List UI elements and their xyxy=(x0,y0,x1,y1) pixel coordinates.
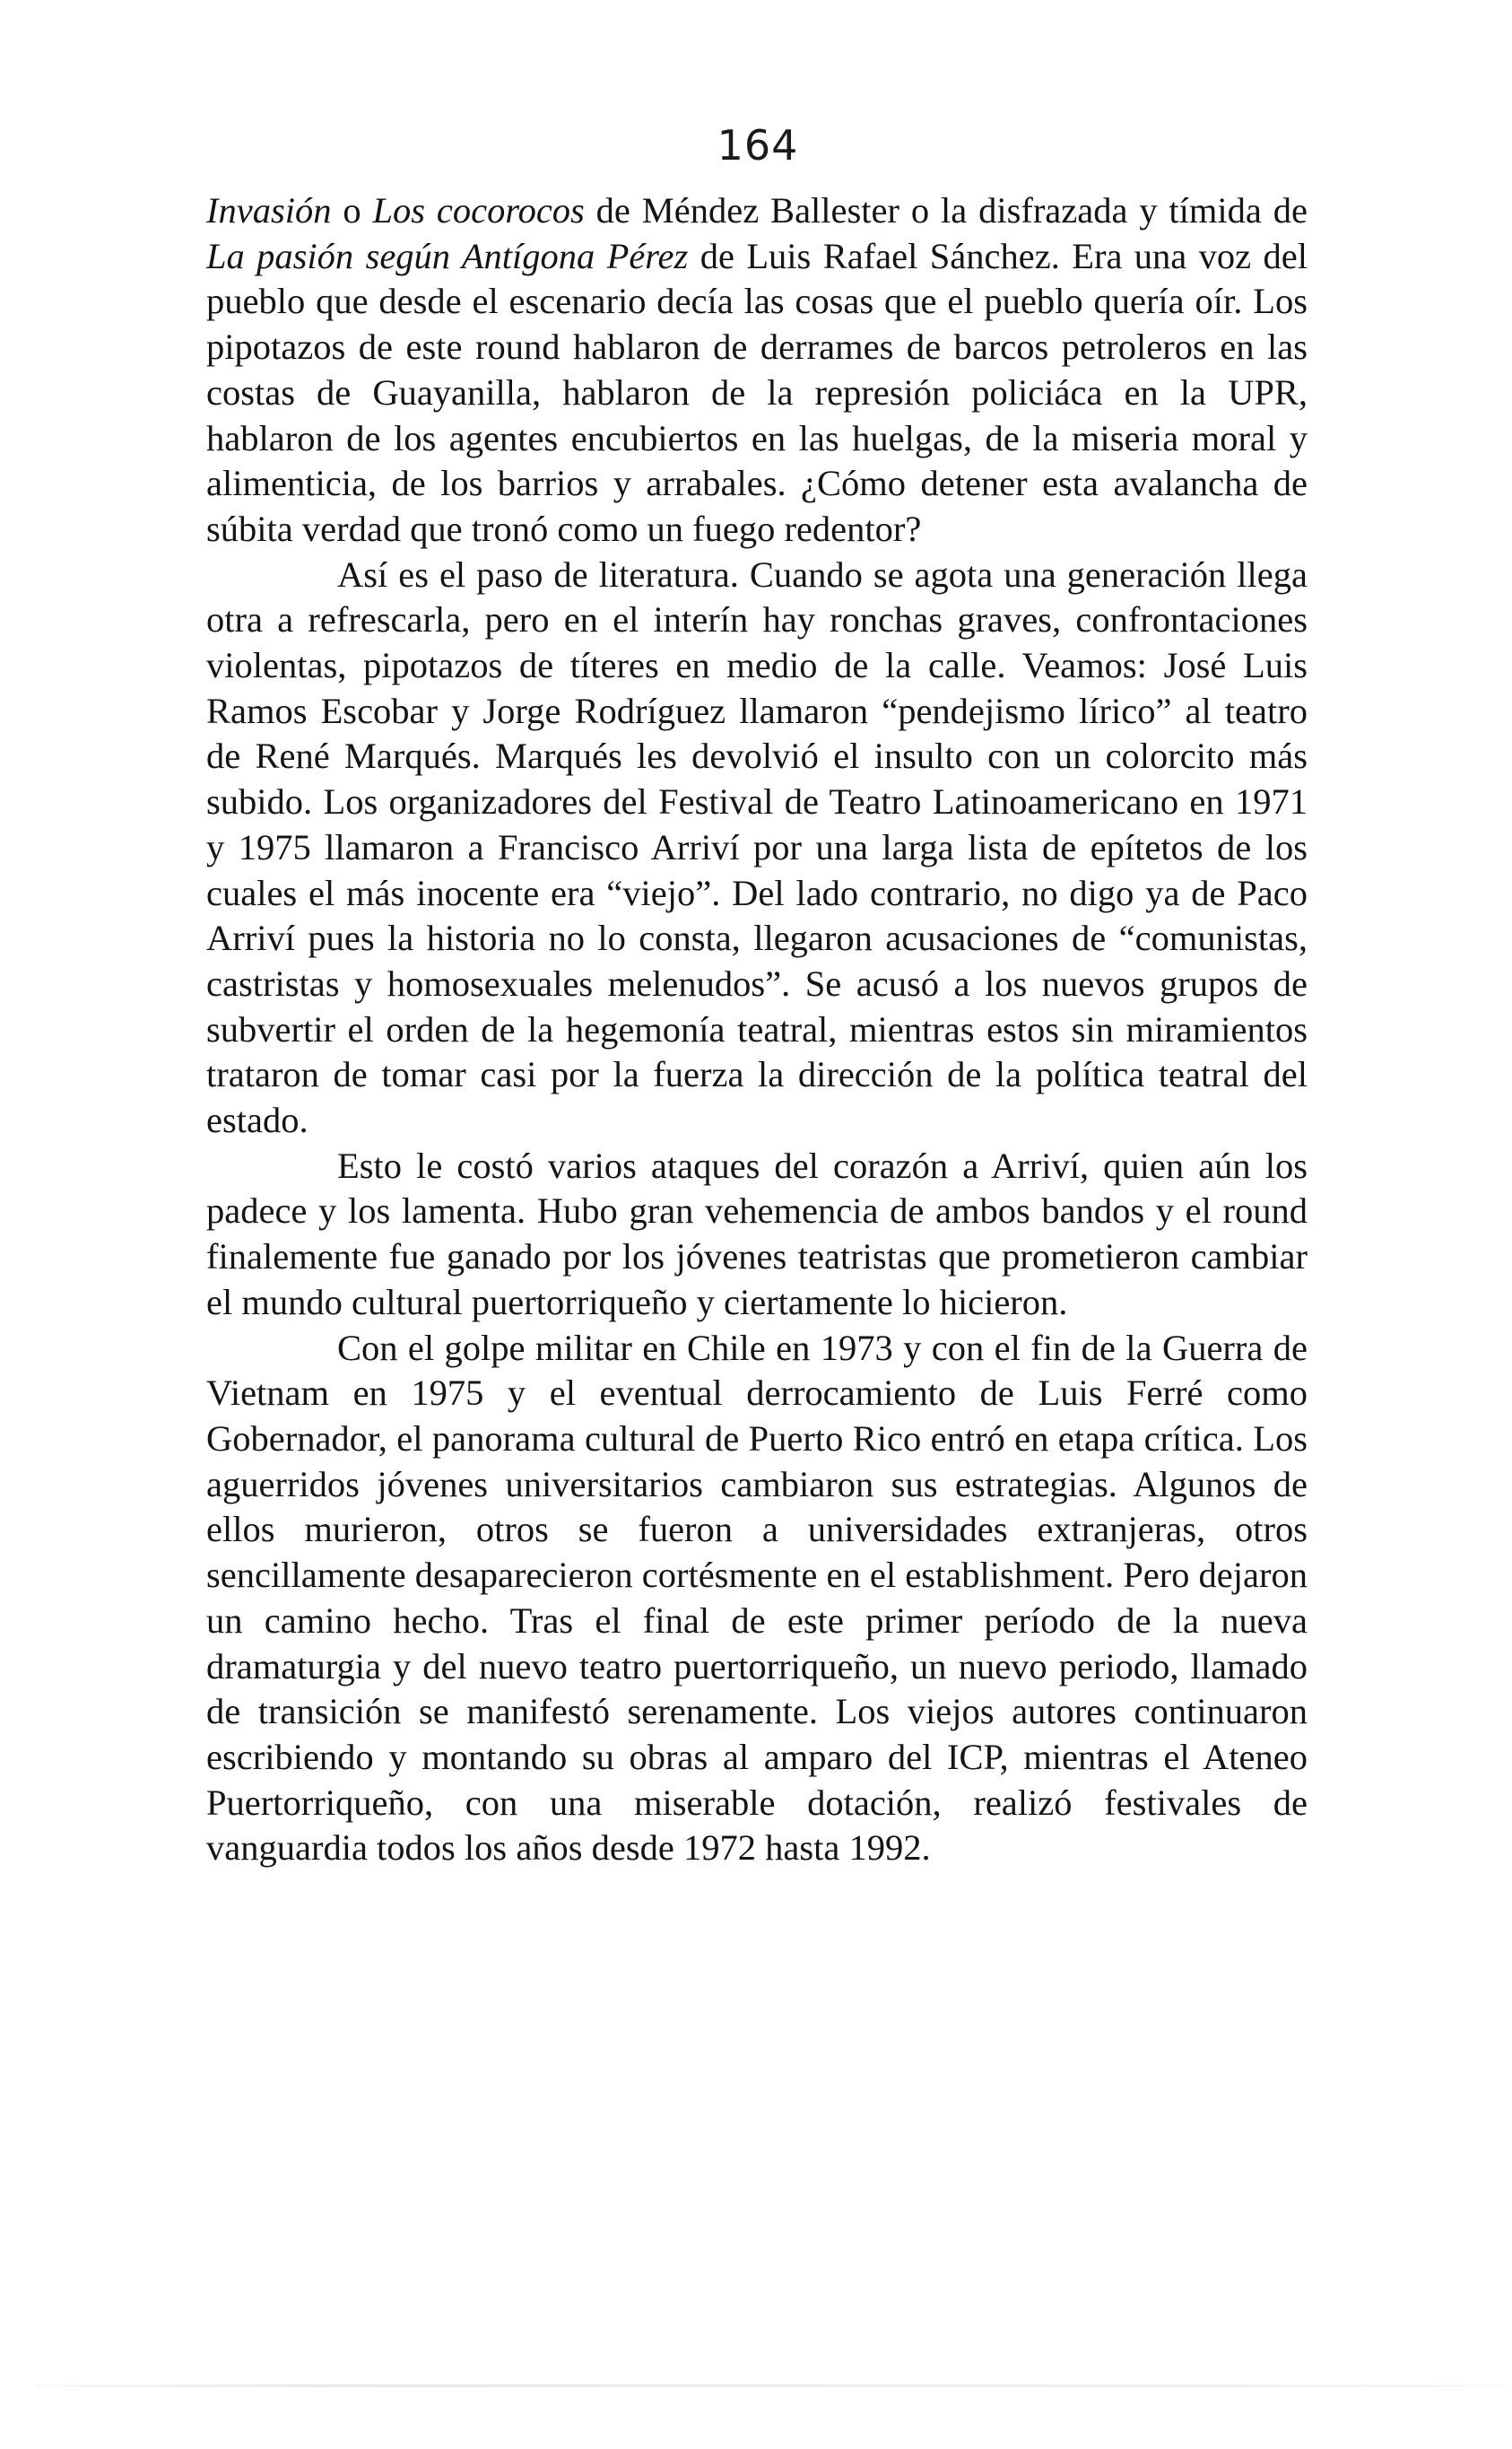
scan-edge-line xyxy=(36,2384,1507,2387)
paragraph xyxy=(206,1326,1308,1871)
text-run: de Luis Rafael Sánchez. Era una voz del pueblo que desde el escenario decía las cosas que el pueblo quería oír. Los pipotazos de este round hablaron de derrames de barcos petroleros en las costas de Guayanilla, hablaron de la represión policiáca en la UPR, hablaron de los agentes encubiertos en las huelgas, de la miseria moral y alimenticia, de los barrios y arrabales. ¿Cómo detener esta avalancha de súbita verdad que tronó como un fuego redentor? xyxy=(206,235,1308,549)
text-run: Esto le costó varios ataques del corazón a Arriví, quien aún los padece y los lamenta. Hubo gran vehemencia de ambos bandos y el round finalemente fue ganado por los jóvenes teatristas que prometieron cambiar el mundo cultural puertorriqueño y ciertamente lo hicieron. xyxy=(206,1145,1308,1322)
text-run: de Méndez Ballester o la disfrazada y tímida de xyxy=(584,190,1308,231)
text-run: Así es el paso de literatura. Cuando se agota una generación llega otra a refrescarla, pero en el interín hay ronchas graves, confrontaciones violentas, pipotazos de títeres en medio de la calle. Veamos: José Luis Ramos Escobar y Jorge Rodríguez llamaron “pendejismo lírico” al teatro de René Marqués. Marqués les devolvió el insulto con un colorcito más subido. Los organizadores del Festival de Teatro Latinoamericano en 1971 y 1975 llamaron a Francisco Arriví por una larga lista de epítetos de los cuales el más inocente era “viejo”. Del lado contrario, no digo ya de Paco Arriví pues la historia no lo consta, llegaron acusaciones de “comunistas, castristas y homosexuales melenudos”. Se acusó a los nuevos grupos de subvertir el orden de la hegemonía teatral, mientras estos sin miramientos trataron de tomar casi por la fuerza la dirección de la política teatral del estado. xyxy=(206,553,1308,1141)
text-run: Con el golpe militar en Chile en 1973 y con el fin de la Guerra de Vietnam en 1975 y el eventual derrocamiento de Luis Ferré como Gobernador, el panorama cultural de Puerto Rico entró en etapa crítica. Los aguerridos jóvenes universitarios cambiaron sus estrategias. Algunos de ellos murieron, otros se fueron a universidades extranjeras, otros sencillamente desaparecieron cortésmente en el establishment. Pero dejaron un camino hecho. Tras el final de este primer período de la nueva dramaturgia y del nuevo teatro puertorriqueño, un nuevo periodo, llamado de transición se manifestó serenamente. Los viejos autores continuaron escribiendo y montando su obras al amparo del ICP, mientras el Ateneo Puertorriqueño, con una miserable dotación, realizó festivales de vanguardia todos los años desde 1972 hasta 1992. xyxy=(206,1327,1308,1869)
italic-title: La pasión según Antígona Pérez xyxy=(206,235,689,276)
italic-title: Invasión xyxy=(206,190,332,231)
paragraph xyxy=(206,553,1308,1144)
italic-title: Los cocorocos xyxy=(372,190,585,231)
paragraph xyxy=(206,188,1308,553)
paragraph xyxy=(206,1144,1308,1326)
body-text xyxy=(206,188,1308,1871)
text-run: o xyxy=(331,190,373,231)
page-number: 164 xyxy=(717,121,799,170)
